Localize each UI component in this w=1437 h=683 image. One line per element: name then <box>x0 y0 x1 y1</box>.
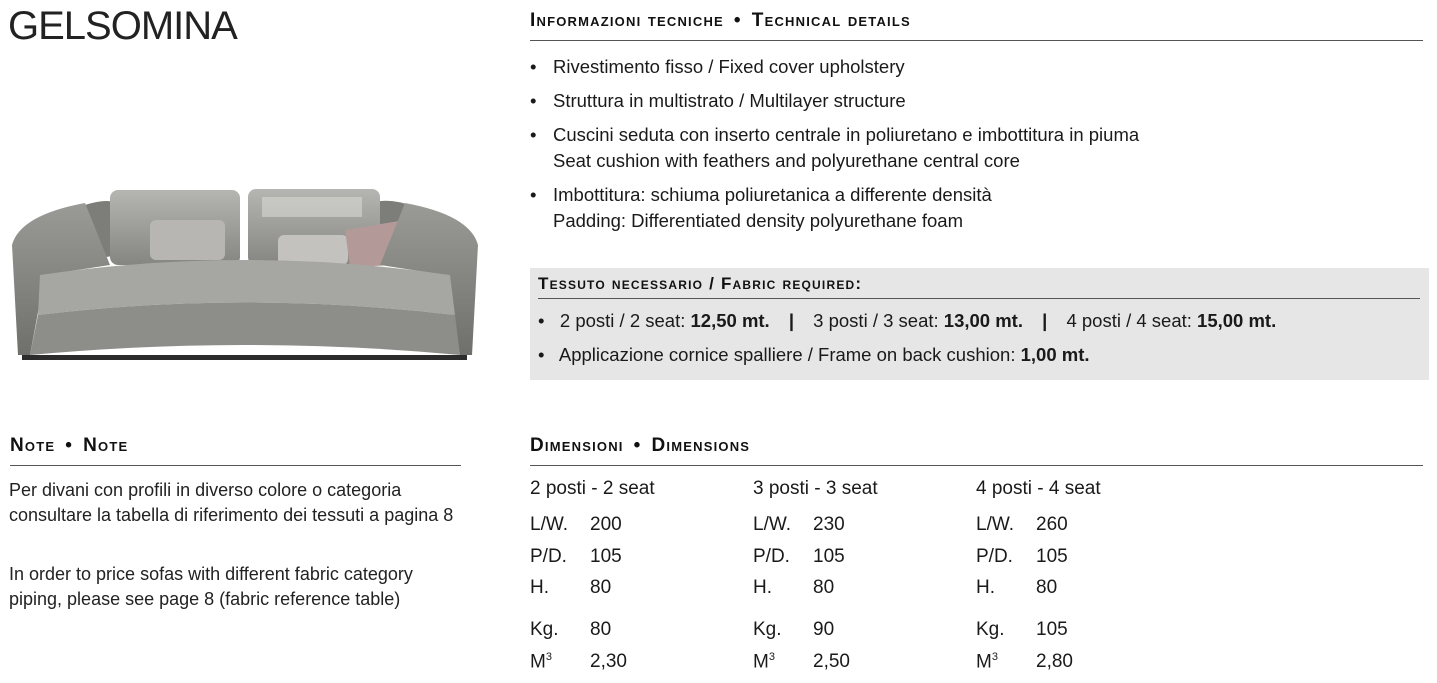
technical-heading: Informazioni tecniche • Technical details <box>530 10 1423 41</box>
notes-heading: Note • Note <box>10 435 461 466</box>
fabric-seats-row: • 2 posti / 2 seat: 12,50 mt. | 3 posti / 3 seat: 13,00 mt. | 4 posti / 4 seat: 15,00 mt. <box>538 310 1277 331</box>
list-item: • Rivestimento fisso / Fixed cover upholstery <box>530 54 1410 80</box>
list-item: • Cuscini seduta con inserto centrale in poliuretano e imbottitura in piuma Seat cushion with feathers and polyurethane central core <box>530 122 1410 174</box>
sofa-image <box>10 175 480 370</box>
note-english: In order to price sofas with different fabric category piping, please see page 8 (fabric reference table) <box>9 564 413 609</box>
list-item: • Struttura in multistrato / Multilayer structure <box>530 88 1410 114</box>
dimensions-heading: Dimensioni • Dimensions <box>530 435 1423 466</box>
technical-list <box>530 54 1410 242</box>
list-item: • Imbottitura: schiuma poliuretanica a differente densità Padding: Differentiated density polyurethane foam <box>530 182 1410 234</box>
fabric-frame-row: • Applicazione cornice spalliere / Frame on back cushion: 1,00 mt. <box>538 344 1090 365</box>
fabric-heading: Tessuto necessario / Fabric required: <box>538 274 1420 299</box>
note-italian: Per divani con profili in diverso colore o categoria consultare la tabella di riferimento dei tessuti a pagina 8 <box>9 480 454 525</box>
product-title: GELSOMINA <box>8 4 237 48</box>
fabric-box <box>530 268 1429 380</box>
